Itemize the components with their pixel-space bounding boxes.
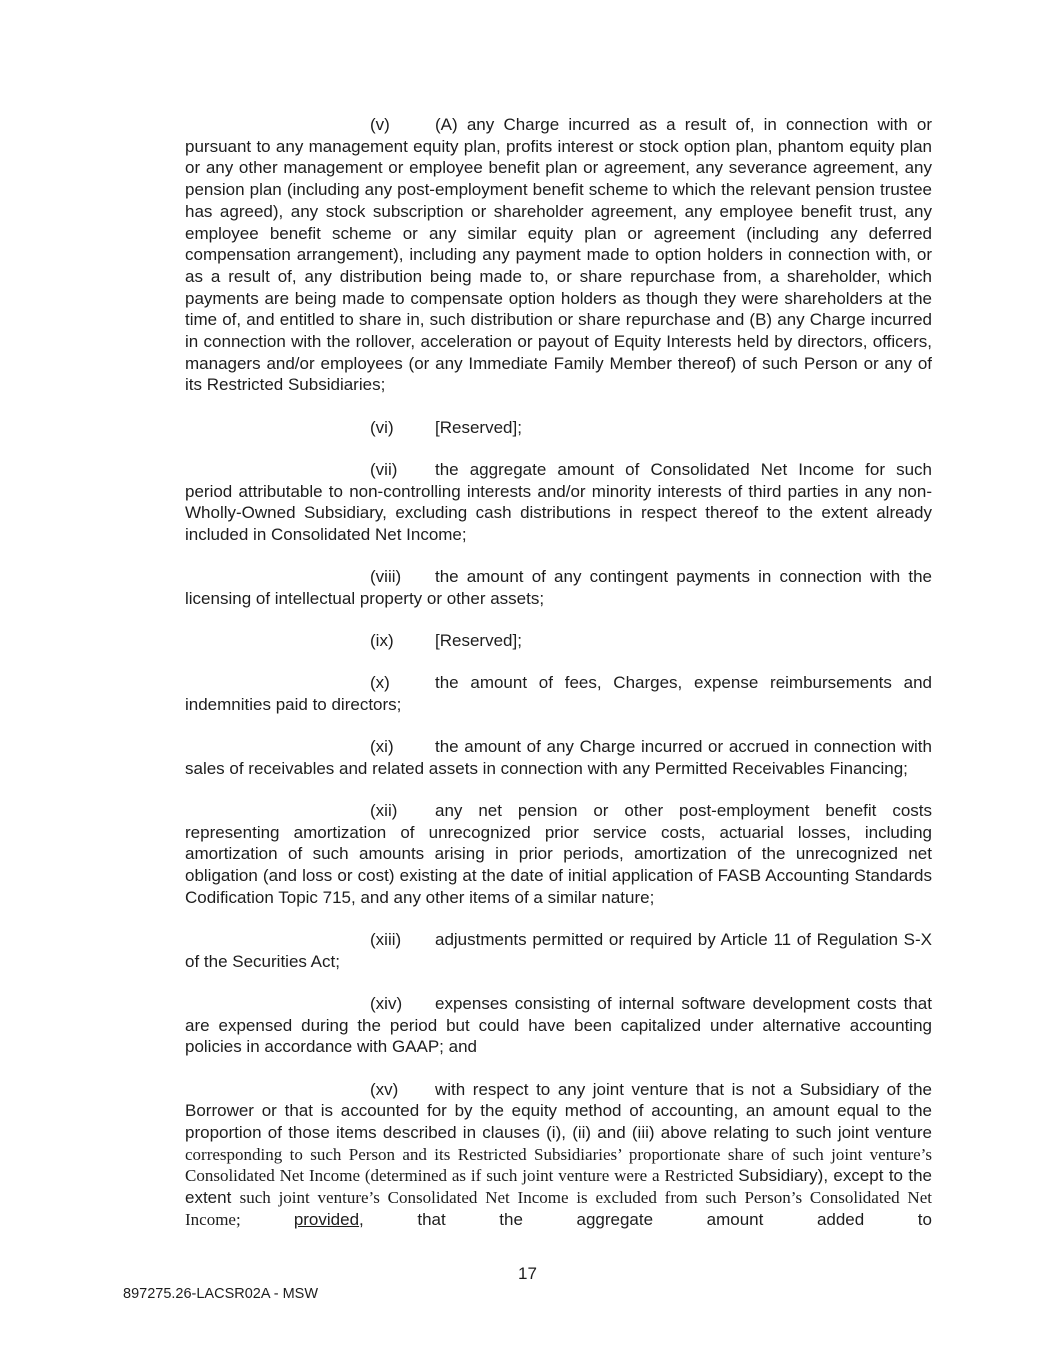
clause-v: [185, 114, 932, 396]
clause-text-segment: such joint venture’s Consolidated Net Income is excluded from such Person’s Consolidated Net Income;: [185, 1188, 932, 1229]
clause-text-segment: (A) any Charge incurred as a result of, in connection with or pursuant to any management equity plan, profits interest or stock option plan, phantom equity plan or any other management or employee benefit plan or agreement, any severance agreement, any pension plan (including any post-employment benefit scheme to which the relevant pension trustee has agreed), any stock subscription or shareholder agreement, any employee benefit trust, any employee benefit scheme or any similar equity plan or agreement (including any deferred compensation arrangement), including any payment made to option holders in connection with, or as a result of, any distribution being made to, or share repurchase from, a shareholder, which payments are being made to compensate option holders as though they were shareholders at the time of, and entitled to share in, such distribution or share repurchase and (B) any Charge incurred in connection with the rollover, acceleration or payout of Equity Interests held by directors, officers, managers and/or employees (or any Immediate Family Member thereof) of such Person or any of its Restricted Subsidiaries;: [185, 115, 932, 395]
clause-number: (v): [370, 115, 390, 134]
clause-text-segment: any net pension or other post-employment benefit costs representing amortization of unrecognized prior service costs, actuarial losses, including amortization of such amounts arising in prior periods, amortization of the unrecognized net obligation (and loss or cost) existing at the date of initial application of FASB Accounting Standards Codification Topic 715, and any other items of a similar nature;: [185, 801, 932, 907]
clause-ix: [185, 630, 932, 652]
clause-vi: [185, 417, 932, 439]
document-body: [185, 114, 932, 1251]
clause-viii: [185, 566, 932, 609]
clause-number: (x): [370, 673, 390, 693]
clause-text-segment: [Reserved];: [435, 631, 522, 651]
clause-text-segment: the amount of any contingent payments in connection with the licensing of intellectual property or other assets;: [185, 567, 932, 608]
clause-number: (xii): [370, 801, 398, 821]
clause-xiii: [185, 929, 932, 972]
clause-number: (vi): [370, 417, 394, 437]
clause-number: (xiv): [370, 994, 403, 1013]
clause-text-segment: expenses consisting of internal software development costs that are expensed during the period but could have been capitalized under alternative accounting policies in accordance with GAAP; and: [185, 994, 932, 1057]
clause-xiv: [185, 993, 932, 1058]
clause-number: (xi): [370, 737, 394, 757]
clause-text-segment: adjustments permitted or required by Article 11 of Regulation S-X of the Securities Act;: [185, 930, 932, 971]
clause-text-segment: , that the aggregate amount added to: [359, 1209, 932, 1229]
clause-text-segment: the aggregate amount of Consolidated Net Income for such period attributable to non-controlling interests and/or minority interests of third parties in any non-Wholly-Owned Subsidiary, excluding cash distributions in respect thereof to the extent already included in Consolidated Net Income;: [185, 459, 932, 544]
clause-text-segment: corresponding to such Person and its Restricted Subsidiaries’ proportionate share of such joint venture’s Consolidated Net Income (determined as if such joint venture were a Restricted: [185, 1144, 932, 1186]
clause-text-segment: the amount of fees, Charges, expense reimbursements and indemnities paid to directors;: [185, 673, 932, 714]
clause-text-segment: Subsidiary), except to the extent: [185, 1166, 932, 1208]
footer-document-id: 897275.26-LACSR02A - MSW: [123, 1286, 319, 1302]
clause-number: (viii): [370, 567, 402, 587]
clause-xv: [185, 1079, 932, 1231]
page-number: 17: [518, 1264, 537, 1283]
clause-text-segment: provided: [293, 1209, 360, 1229]
clause-number: (ix): [370, 631, 394, 651]
clause-xi: [185, 736, 932, 779]
clause-number: (xiii): [370, 930, 402, 950]
clause-text-segment: with respect to any joint venture that is not a Subsidiary of the Borrower or that is accounted for by the equity method of accounting, an amount equal to the proportion of those items described in clauses (i), (ii) and (iii) above relating to such joint venture: [185, 1079, 932, 1143]
clause-text-segment: [Reserved];: [435, 417, 522, 437]
clause-number: (xv): [370, 1079, 399, 1099]
clause-number: (vii): [370, 459, 398, 479]
clause-vii: [185, 459, 932, 546]
clause-text-segment: the amount of any Charge incurred or accrued in connection with sales of receivables and related assets in connection with any Permitted Receivables Financing;: [185, 737, 932, 778]
clause-xii: [185, 800, 932, 909]
clause-x: [185, 672, 932, 715]
